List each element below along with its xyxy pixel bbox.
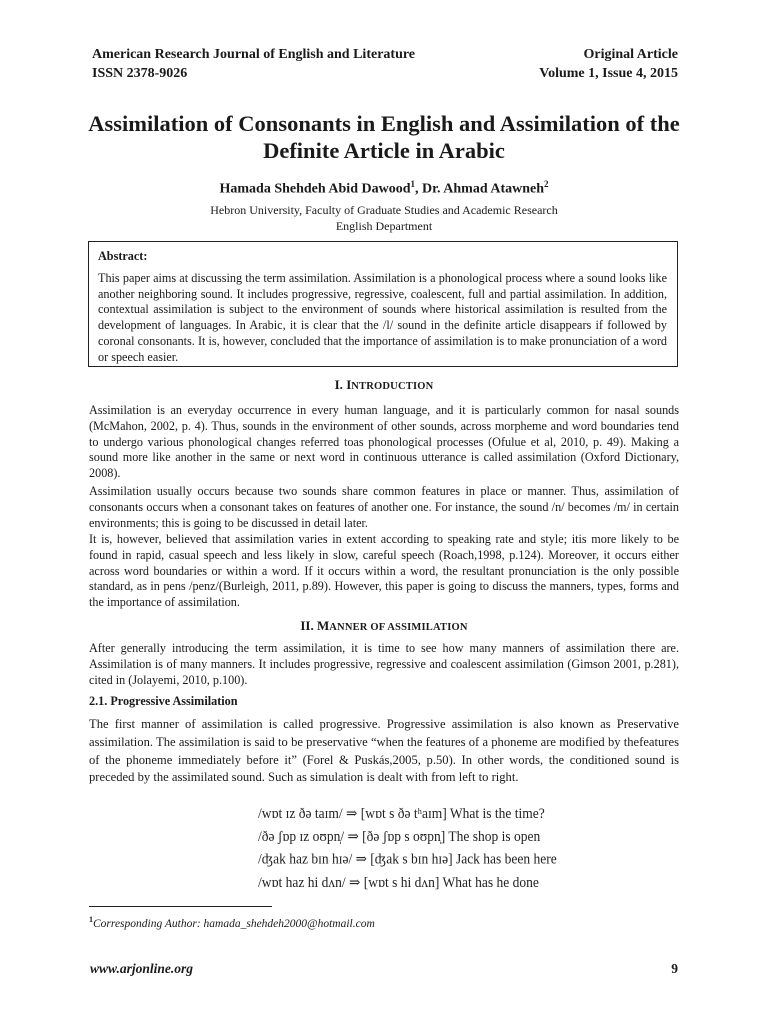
manner-paragraph: After generally introducing the term assimilation, it is time to see how many manners of assimilation there are. Assimilation is of many manners. It includes progressive, regressive and coalescent assimilation (Gimson 2001, p.281), cited in (Jolayemi, 2010, p.100). (89, 641, 679, 687)
section-heading-manner: II. MANNER OF ASSIMILATION (300, 618, 468, 633)
abstract-box (88, 241, 678, 367)
journal-header (92, 45, 678, 83)
article-type: Original Article (583, 47, 678, 62)
example-line: /wɒt haz hi dʌn/ ⇒ [wɒt s hi dʌn] What has he done (258, 873, 539, 890)
example-line: /wɒt ɪz ðə taɪm/ ⇒ [wɒt s ðə tʰaɪm] What is the time? (258, 805, 545, 822)
affiliation-line-2: English Department (335, 219, 433, 233)
footnote-mark: 1 (89, 915, 93, 924)
section-heading-introduction: I. INTRODUCTION (334, 377, 434, 392)
affiliation (88, 202, 680, 234)
author-2: Dr. Ahmad Atawneh (422, 181, 545, 197)
journal-name: American Research Journal of English and Literature (92, 47, 416, 62)
page-number: 9 (671, 961, 678, 976)
footnote-divider (89, 906, 272, 907)
footnote-text: Corresponding Author: hamada_shehdeh2000@hotmail.com (93, 917, 375, 930)
phonetic-examples (258, 802, 557, 894)
author-1: Hamada Shehdeh Abid Dawood (219, 181, 411, 197)
footer-url[interactable]: www.arjonline.org (90, 961, 194, 976)
intro-paragraph-2: Assimilation usually occurs because two sounds share common features in place or manner. Thus, assimilation of consonants occurs when a consonant takes on features of another one. For instance, the sound /n/ becomes /m/ in certain environments; this is going to be discussed in detail later. (89, 484, 679, 530)
footnote (89, 915, 375, 930)
example-line: /ʤak haz bɪn hɪə/ ⇒ [ʤak s bɪn hɪə] Jack has been here (258, 850, 557, 867)
paper-title: Assimilation of Consonants in English and Assimilation of the Definite Article in Arabic (88, 111, 680, 163)
affiliation-line-1: Hebron University, Faculty of Graduate Studies and Academic Research (210, 203, 558, 217)
intro-paragraph-3: It is, however, believed that assimilation varies in extent according to speaking rate and style; itis more likely to be found in rapid, casual speech and less likely in slow, careful speech (Roach,1998, p.124). Moreover, it occurs either across word boundaries or within a word. If it occurs within a word, the resultant pronunciation is the only possible standard, as in pens /penz/(Burleigh, 2011, p.89). However, this paper is going to discuss the manners, types, forms and the importance of assimilation. (89, 532, 679, 610)
author-1-mark: 1 (410, 179, 415, 189)
intro-paragraph-1: Assimilation is an everyday occurrence in every human language, and it is particularly common for nasal sounds (McMahon, 2002, p. 4). Thus, sounds in the environment of other sounds, across morpheme and word boundaries tend to undergo various phonological changes referred toas phonological processes (Ofulue et al, 2010, p. 49). Making a sound more like another in the same or next word in continuous utterance is called assimilation (Oxford Dictionary, 2008). (89, 403, 679, 481)
authors: Hamada Shehdeh Abid Dawood$^1$, Dr. Ahmad Atawneh$^2$ (219, 179, 549, 197)
progressive-paragraph: The first manner of assimilation is called progressive. Progressive assimilation is also known as Preservative assimilation. The assimilation is said to be preservative “when the features of a phoneme are modified by thefeatures of the phoneme immediately before it” (Forel & Puskás,2005, p.50). In other words, the conditioned sound is preceded by the assimilated sound. Such as simulation is dealt with from left to right. (89, 717, 679, 785)
volume-issue: Volume 1, Issue 4, 2015 (539, 66, 678, 81)
abstract-text: This paper aims at discussing the term assimilation. Assimilation is a phonological process where a sound looks like another neighboring sound. It includes progressive, regressive, coalescent, full and partial assimilation. In addition, contextual assimilation is subject to the environment of sounds where historical assimilation is resulted from the development of languages. In Arabic, it is clear that the /l/ sound in the definite article disappears if followed by coronal consonants. It is, however, concluded that the importance of assimilation is to make pronunciation of a word or speech easier. (98, 270, 667, 364)
issn: ISSN 2378-9026 (92, 66, 188, 81)
example-line: /ðə ʃɒp ɪz oʊpn̩/ ⇒ [ðə ʃɒp s oʊpn̩] The shop is open (258, 828, 541, 844)
abstract-heading: Abstract: (98, 249, 148, 263)
author-2-mark: 2 (544, 179, 549, 189)
page-footer (90, 961, 678, 977)
subsection-heading: 2.1. Progressive Assimilation (89, 694, 238, 708)
